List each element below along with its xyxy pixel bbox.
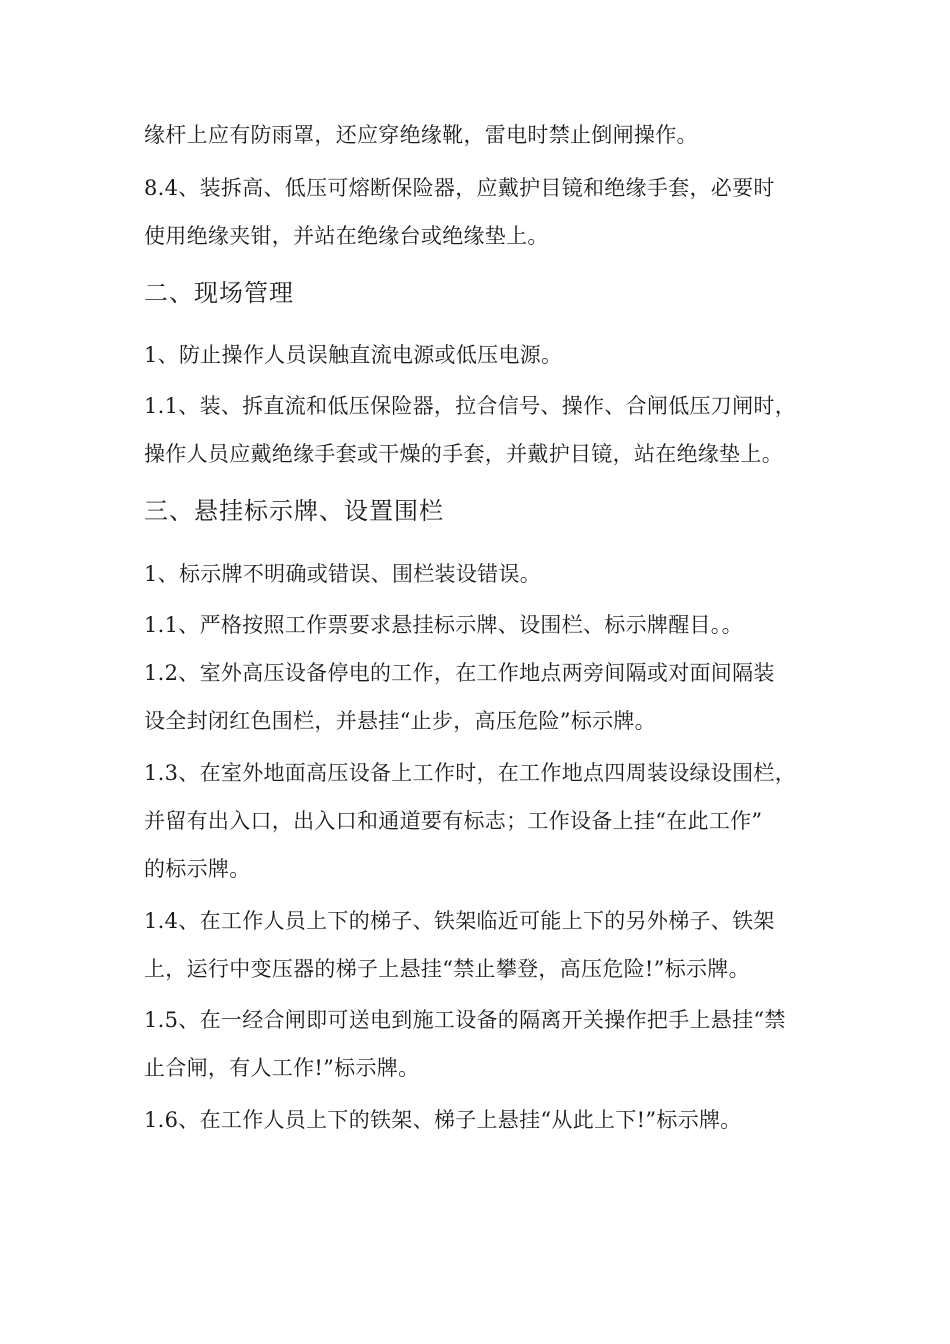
paragraph-line: 1.1、严格按照工作票要求悬挂标示牌、设围栏、标示牌醒目。。 — [144, 613, 743, 637]
paragraph-line: 1.6、在工作人员上下的铁架、梯子上悬挂“从此上下!”标示牌。 — [144, 1108, 742, 1132]
paragraph-line: 1.5、在一经合闸即可送电到施工设备的隔离开关操作把手上悬挂“禁 — [144, 1008, 786, 1032]
paragraph-line: 上，运行中变压器的梯子上悬挂“禁止攀登，高压危险!”标示牌。 — [144, 957, 750, 981]
section-heading: 三、悬挂标示牌、设置围栏 — [144, 497, 444, 525]
paragraph-line: 1.2、室外高压设备停电的工作，在工作地点两旁间隔或对面间隔装 — [144, 661, 775, 685]
paragraph-line: 止合闸，有人工作!”标示牌。 — [144, 1056, 420, 1080]
paragraph-line: 缘杆上应有防雨罩，还应穿绝缘靴，雷电时禁止倒闸操作。 — [144, 123, 698, 147]
paragraph-line: 1.4、在工作人员上下的梯子、铁架临近可能上下的另外梯子、铁架 — [144, 909, 775, 933]
paragraph-line: 8.4、装拆高、低压可熔断保险器，应戴护目镜和绝缘手套，必要时 — [144, 176, 775, 200]
paragraph-line: 并留有出入口，出入口和通道要有标志；工作设备上挂“在此工作” — [144, 809, 763, 833]
paragraph-line: 操作人员应戴绝缘手套或干燥的手套，并戴护目镜，站在绝缘垫上。 — [144, 442, 783, 466]
paragraph-line: 设全封闭红色围栏，并悬挂“止步，高压危险”标示牌。 — [144, 709, 656, 733]
paragraph-line: 1.3、在室外地面高压设备上工作时，在工作地点四周装设绿设围栏， — [144, 761, 796, 785]
paragraph-line: 1、标示牌不明确或错误、围栏装设错误。 — [144, 562, 542, 586]
paragraph-line: 的标示牌。 — [144, 857, 251, 881]
paragraph-line: 使用绝缘夹钳，并站在绝缘台或绝缘垫上。 — [144, 224, 549, 248]
paragraph-line: 1、防止操作人员误触直流电源或低压电源。 — [144, 343, 563, 367]
section-heading: 二、现场管理 — [144, 279, 294, 307]
paragraph-line: 1.1、装、拆直流和低压保险器，拉合信号、操作、合闸低压刀闸时， — [144, 394, 796, 418]
